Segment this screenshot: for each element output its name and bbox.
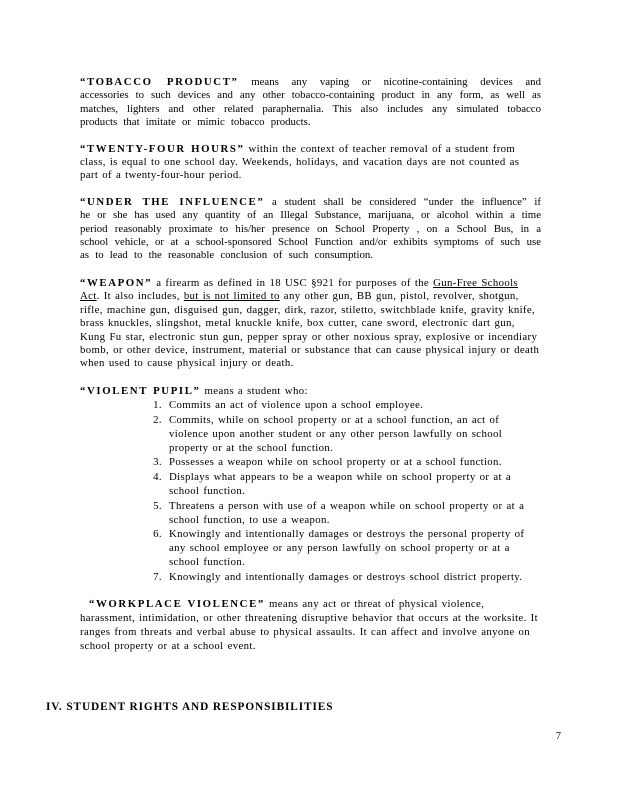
violent-pupil-item (166, 456, 541, 470)
violent-pupil-item (166, 500, 541, 528)
definition-weapon-seg3: any other gun, BB gun, pistol, revolver, shotgun, rifle, machine gun, disguised gun, dagger, dirk, razor, stiletto, switchblade knife, gravity knife, brass knuckles, slingshot, metal knuckle knife, box cutter, cane sword, electronic dart gun, Kung Fu star, electronic stun gun, pepper spray or other noxious spray, explosive or incendiary bomb, or other device, instrument, material or substance that can cause physical injury or death when used to cause physical injury or death. (80, 290, 540, 370)
violent-pupil-item (166, 471, 541, 499)
definition-workplace-violence-body: means any act or threat of physical violence, harassment, intimidation, or other threatening disruptive behavior that occurs at the worksite. It ranges from threats and verbal abuse to physical assaults. It can affect and involve anyone on school property or at a school event. (80, 598, 538, 653)
page-body (80, 76, 541, 667)
violent-pupil-item-text: Possesses a weapon while on school property or at a school function. (169, 456, 502, 469)
violent-pupil-item-text: Knowingly and intentionally damages or destroys the personal property of any school employee or any person lawfully on school property or at a school function. (169, 528, 525, 568)
weapon-underline-but-not-limited: but is not limited to (183, 290, 280, 303)
violent-pupil-item-text: Threatens a person with use of a weapon while on school property or at a school function, to use a weapon. (169, 499, 525, 526)
violent-pupil-item-text: Commits an act of violence upon a school employee. (169, 399, 424, 412)
section-heading-student-rights: IV. STUDENT RIGHTS AND RESPONSIBILITIES (46, 701, 334, 713)
definition-twenty-four-hours (80, 143, 541, 183)
violent-pupil-item (166, 399, 541, 413)
violent-pupil-lead (80, 385, 541, 398)
violent-pupil-item (166, 528, 541, 569)
term-workplace-violence: “WORKPLACE VIOLENCE” (89, 598, 265, 611)
term-violent-pupil: “VIOLENT PUPIL” (80, 384, 201, 397)
violent-pupil-item-text: Displays what appears to be a weapon while on school property or at a school function. (169, 471, 512, 497)
violent-pupil-item (166, 414, 541, 455)
definition-weapon (80, 277, 541, 371)
violent-pupil-list (80, 399, 541, 584)
definition-under-the-influence (80, 196, 541, 263)
page-number: 7 (556, 731, 561, 742)
term-tobacco-product: “TOBACCO PRODUCT” (80, 76, 239, 88)
violent-pupil-item-text: Knowingly and intentionally damages or destroys school district property. (169, 570, 523, 583)
definition-tobacco-product-body: means any vaping or nicotine-containing devices and accessories to such devices and any other tobacco-containing product in any form, as well as matches, lighters and other related paraphernalia. This also includes any simulated tobacco products that imitate or mimic tobacco products. (80, 76, 541, 129)
definition-under-the-influence-body: a student shall be considered “under the influence” if he or she has used any quantity of an Illegal Substance, marijuana, or alcohol within a time period reasonably proximate to his/her presence on School Property , on a School Bus, in a school vehicle, or at a school-sponsored School Function and/or exhibits symptoms of such use as to lead to the reasonable conclusion of such consumption. (80, 195, 541, 262)
violent-pupil-item-text: Commits, while on school property or at a school function, an act of violence upon another student or any other person lawfully on school property or at the school function. (169, 413, 503, 454)
definition-tobacco-product (80, 76, 541, 130)
term-weapon: “WEAPON” (80, 276, 153, 289)
term-under-the-influence: “UNDER THE INFLUENCE” (80, 195, 265, 208)
violent-pupil-item (166, 571, 541, 585)
weapon-underline-gun-free-schools-act: Gun-Free Schools Act (80, 276, 518, 303)
violent-pupil-intro: means a student who: (200, 384, 308, 397)
definition-workplace-violence (80, 598, 541, 654)
term-twenty-four-hours: “TWENTY-FOUR HOURS” (80, 142, 245, 155)
definition-twenty-four-hours-body: within the context of teacher removal of a student from class, is equal to one school day. Weekends, holidays, and vacation days are not counted as part of a twenty-four-hour period. (80, 142, 520, 182)
definition-weapon-seg1: a firearm as defined in 18 USC §921 for purposes of the (152, 276, 434, 289)
definition-weapon-seg2: . It also includes, (96, 290, 184, 303)
definition-violent-pupil (80, 385, 541, 585)
